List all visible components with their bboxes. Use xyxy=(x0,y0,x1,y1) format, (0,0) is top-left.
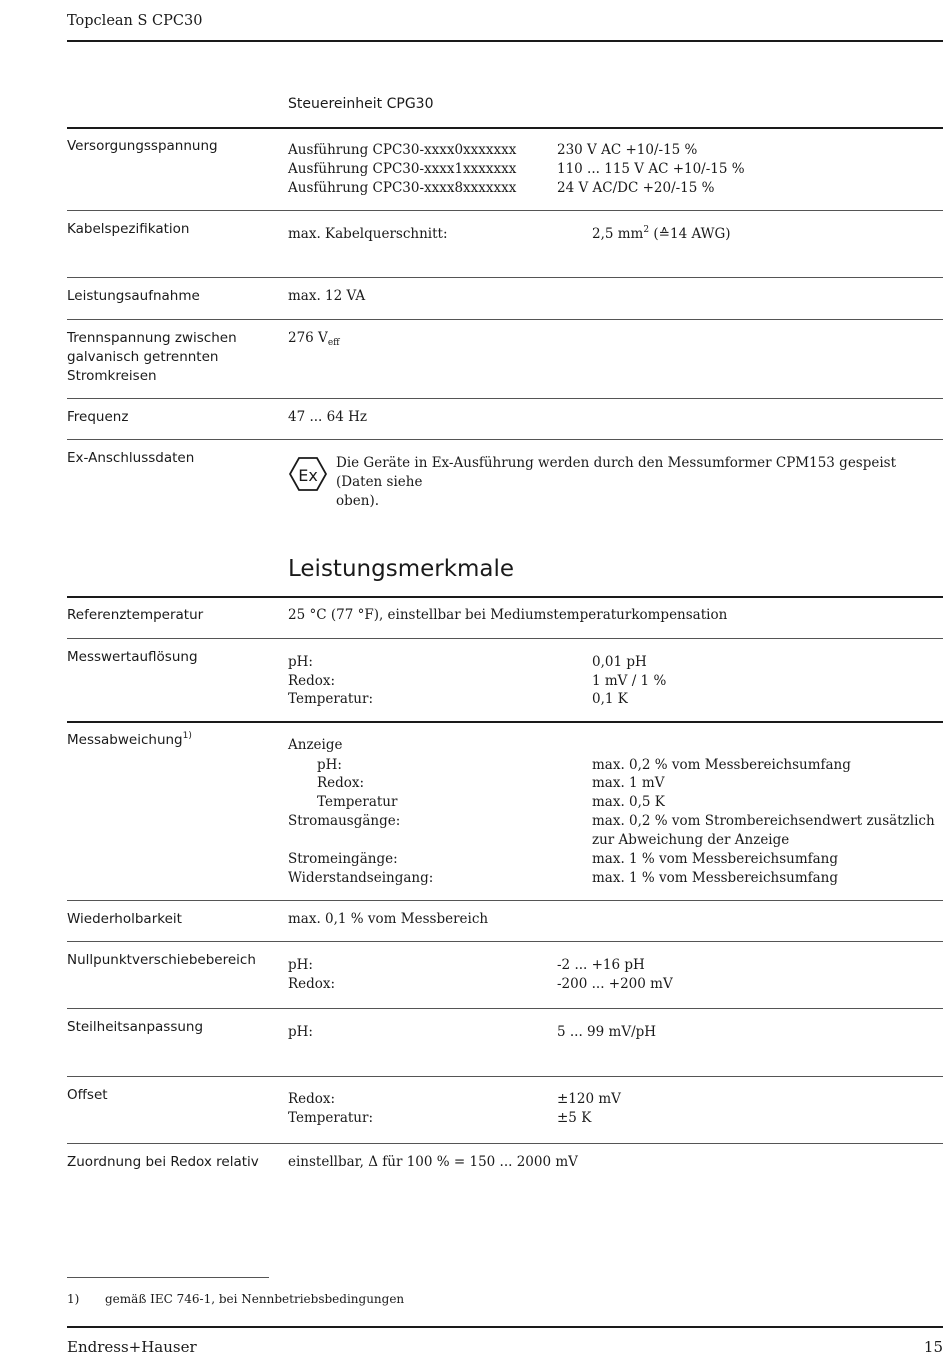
footer-brand: Endress+Hauser xyxy=(67,1338,197,1356)
versorgung-value-2: 110 ... 115 V AC +10/-15 % xyxy=(557,161,745,177)
wiederhol-value: max. 0,1 % vom Messbereich xyxy=(288,911,489,927)
row-divider xyxy=(67,1076,943,1077)
versorgung-variant-3: Ausführung CPC30-xxxx8xxxxxxx xyxy=(288,180,517,196)
svg-text:Ex: Ex xyxy=(298,466,318,485)
row-divider xyxy=(67,638,943,639)
abweichung-value-ph: max. 0,2 % vom Messbereichsumfang xyxy=(592,757,851,773)
abweichung-value-widerstand: max. 1 % vom Messbereichsumfang xyxy=(592,870,839,886)
footnote-rule xyxy=(67,1277,269,1278)
row-divider xyxy=(67,900,943,901)
frequenz-value: 47 ... 64 Hz xyxy=(288,409,367,425)
abweichung-key-ph: pH: xyxy=(317,757,342,773)
row-divider xyxy=(67,1008,943,1009)
referenz-value: 25 °C (77 °F), einstellbar bei Mediumstemperaturkompensation xyxy=(288,607,728,623)
footnote-number: 1) xyxy=(67,1292,80,1306)
footer-rule xyxy=(67,1326,943,1328)
row-label-kabelspezifikation: Kabelspezifikation xyxy=(67,221,190,237)
zuordnung-value: einstellbar, Δ für 100 % = 150 ... 2000 mV xyxy=(288,1154,578,1170)
nullpunkt-value-1: -2 ... +16 pH xyxy=(557,957,645,973)
header-rule xyxy=(67,40,943,42)
ex-description: Die Geräte in Ex-Ausführung werden durch den Messumformer CPM153 gespeist (Daten siehe oben). xyxy=(336,455,897,509)
row-label-messabweichung: Messabweichung$^{1)}$ xyxy=(67,731,192,748)
row-divider xyxy=(67,1143,943,1144)
abweichung-key-stromausgaenge: Stromausgänge: xyxy=(288,813,401,829)
row-label-messwertaufloesung: Messwertauflösung xyxy=(67,649,198,665)
section-rule xyxy=(67,596,943,598)
abweichung-value-redox: max. 1 mV xyxy=(592,775,665,791)
row-label-nullpunktverschiebebereich: Nullpunktverschiebebereich xyxy=(67,952,256,968)
abweichung-value-stromausgaenge: max. 0,2 % vom Strombereichsendwert zusätzlich xyxy=(592,813,935,829)
row-label-steilheitsanpassung: Steilheitsanpassung xyxy=(67,1019,204,1035)
versorgung-value-1: 230 V AC +10/-15 % xyxy=(557,142,698,158)
row-divider xyxy=(67,277,943,278)
steilheit-key: pH: xyxy=(288,1024,313,1040)
aufloesung-key-3: Temperatur: xyxy=(288,691,374,707)
row-divider xyxy=(67,941,943,942)
versorgung-value-3: 24 V AC/DC +20/-15 % xyxy=(557,180,715,196)
row-divider xyxy=(67,721,943,723)
abweichung-key-stromeingaenge: Stromeingänge: xyxy=(288,851,398,867)
abweichung-heading: Anzeige xyxy=(288,737,343,753)
aufloesung-value-3: 0,1 K xyxy=(592,691,628,707)
row-label-offset: Offset xyxy=(67,1087,108,1103)
aufloesung-value-1: 0,01 pH xyxy=(592,654,647,670)
abweichung-key-temperatur: Temperatur xyxy=(317,794,398,810)
kabel-value: 2,5 $mm^2$ (≙14 AWG) xyxy=(592,225,731,242)
versorgung-variant-1: Ausführung CPC30-xxxx0xxxxxxx xyxy=(288,142,517,158)
nullpunkt-key-1: pH: xyxy=(288,957,313,973)
aufloesung-value-2: 1 mV / 1 % xyxy=(592,673,667,689)
abweichung-value-stromeingaenge: max. 1 % vom Messbereichsumfang xyxy=(592,851,839,867)
row-label-wiederholbarkeit: Wiederholbarkeit xyxy=(67,911,182,927)
page-number: 15 xyxy=(923,1338,943,1356)
nullpunkt-value-2: -200 ... +200 mV xyxy=(557,976,673,992)
section-title-leistungsmerkmale: Leistungsmerkmale xyxy=(288,556,515,582)
row-divider xyxy=(67,439,943,440)
section-title-steuereinheit: Steuereinheit CPG30 xyxy=(288,96,434,112)
aufloesung-key-1: pH: xyxy=(288,654,313,670)
abweichung-value-stromausgaenge-cont: zur Abweichung der Anzeige xyxy=(592,832,790,848)
offset-value-1: ±120 mV xyxy=(557,1091,621,1107)
abweichung-value-temperatur: max. 0,5 K xyxy=(592,794,665,810)
row-label-zuordnung-redox: Zuordnung bei Redox relativ xyxy=(67,1154,259,1170)
section-rule xyxy=(67,127,943,129)
aufloesung-key-2: Redox: xyxy=(288,673,336,689)
row-label-trennspannung: Trennspannung zwischen galvanisch getrennten Stromkreisen xyxy=(67,330,237,384)
versorgung-variant-2: Ausführung CPC30-xxxx1xxxxxxx xyxy=(288,161,517,177)
row-label-leistungsaufnahme: Leistungsaufnahme xyxy=(67,288,200,304)
row-divider xyxy=(67,210,943,211)
kabel-key: max. Kabelquerschnitt: xyxy=(288,226,448,242)
offset-key-2: Temperatur: xyxy=(288,1110,374,1126)
abweichung-key-redox: Redox: xyxy=(317,775,365,791)
footnote-text: gemäß IEC 746-1, bei Nennbetriebsbedingungen xyxy=(105,1292,405,1306)
offset-value-2: ±5 K xyxy=(557,1110,592,1126)
leistung-value: max. 12 VA xyxy=(288,288,366,304)
row-label-versorgungsspannung: Versorgungsspannung xyxy=(67,138,218,154)
document-header-title: Topclean S CPC30 xyxy=(67,13,203,29)
row-divider xyxy=(67,319,943,320)
row-divider xyxy=(67,398,943,399)
row-label-referenztemperatur: Referenztemperatur xyxy=(67,607,204,623)
row-label-frequenz: Frequenz xyxy=(67,409,129,425)
steilheit-value: 5 ... 99 mV/pH xyxy=(557,1024,657,1040)
row-label-ex-anschlussdaten: Ex-Anschlussdaten xyxy=(67,450,195,466)
offset-key-1: Redox: xyxy=(288,1091,336,1107)
nullpunkt-key-2: Redox: xyxy=(288,976,336,992)
abweichung-key-widerstand: Widerstandseingang: xyxy=(288,870,434,886)
trenn-value: 276 $V_{eff}$ xyxy=(288,330,340,348)
ex-protection-icon xyxy=(289,456,327,492)
